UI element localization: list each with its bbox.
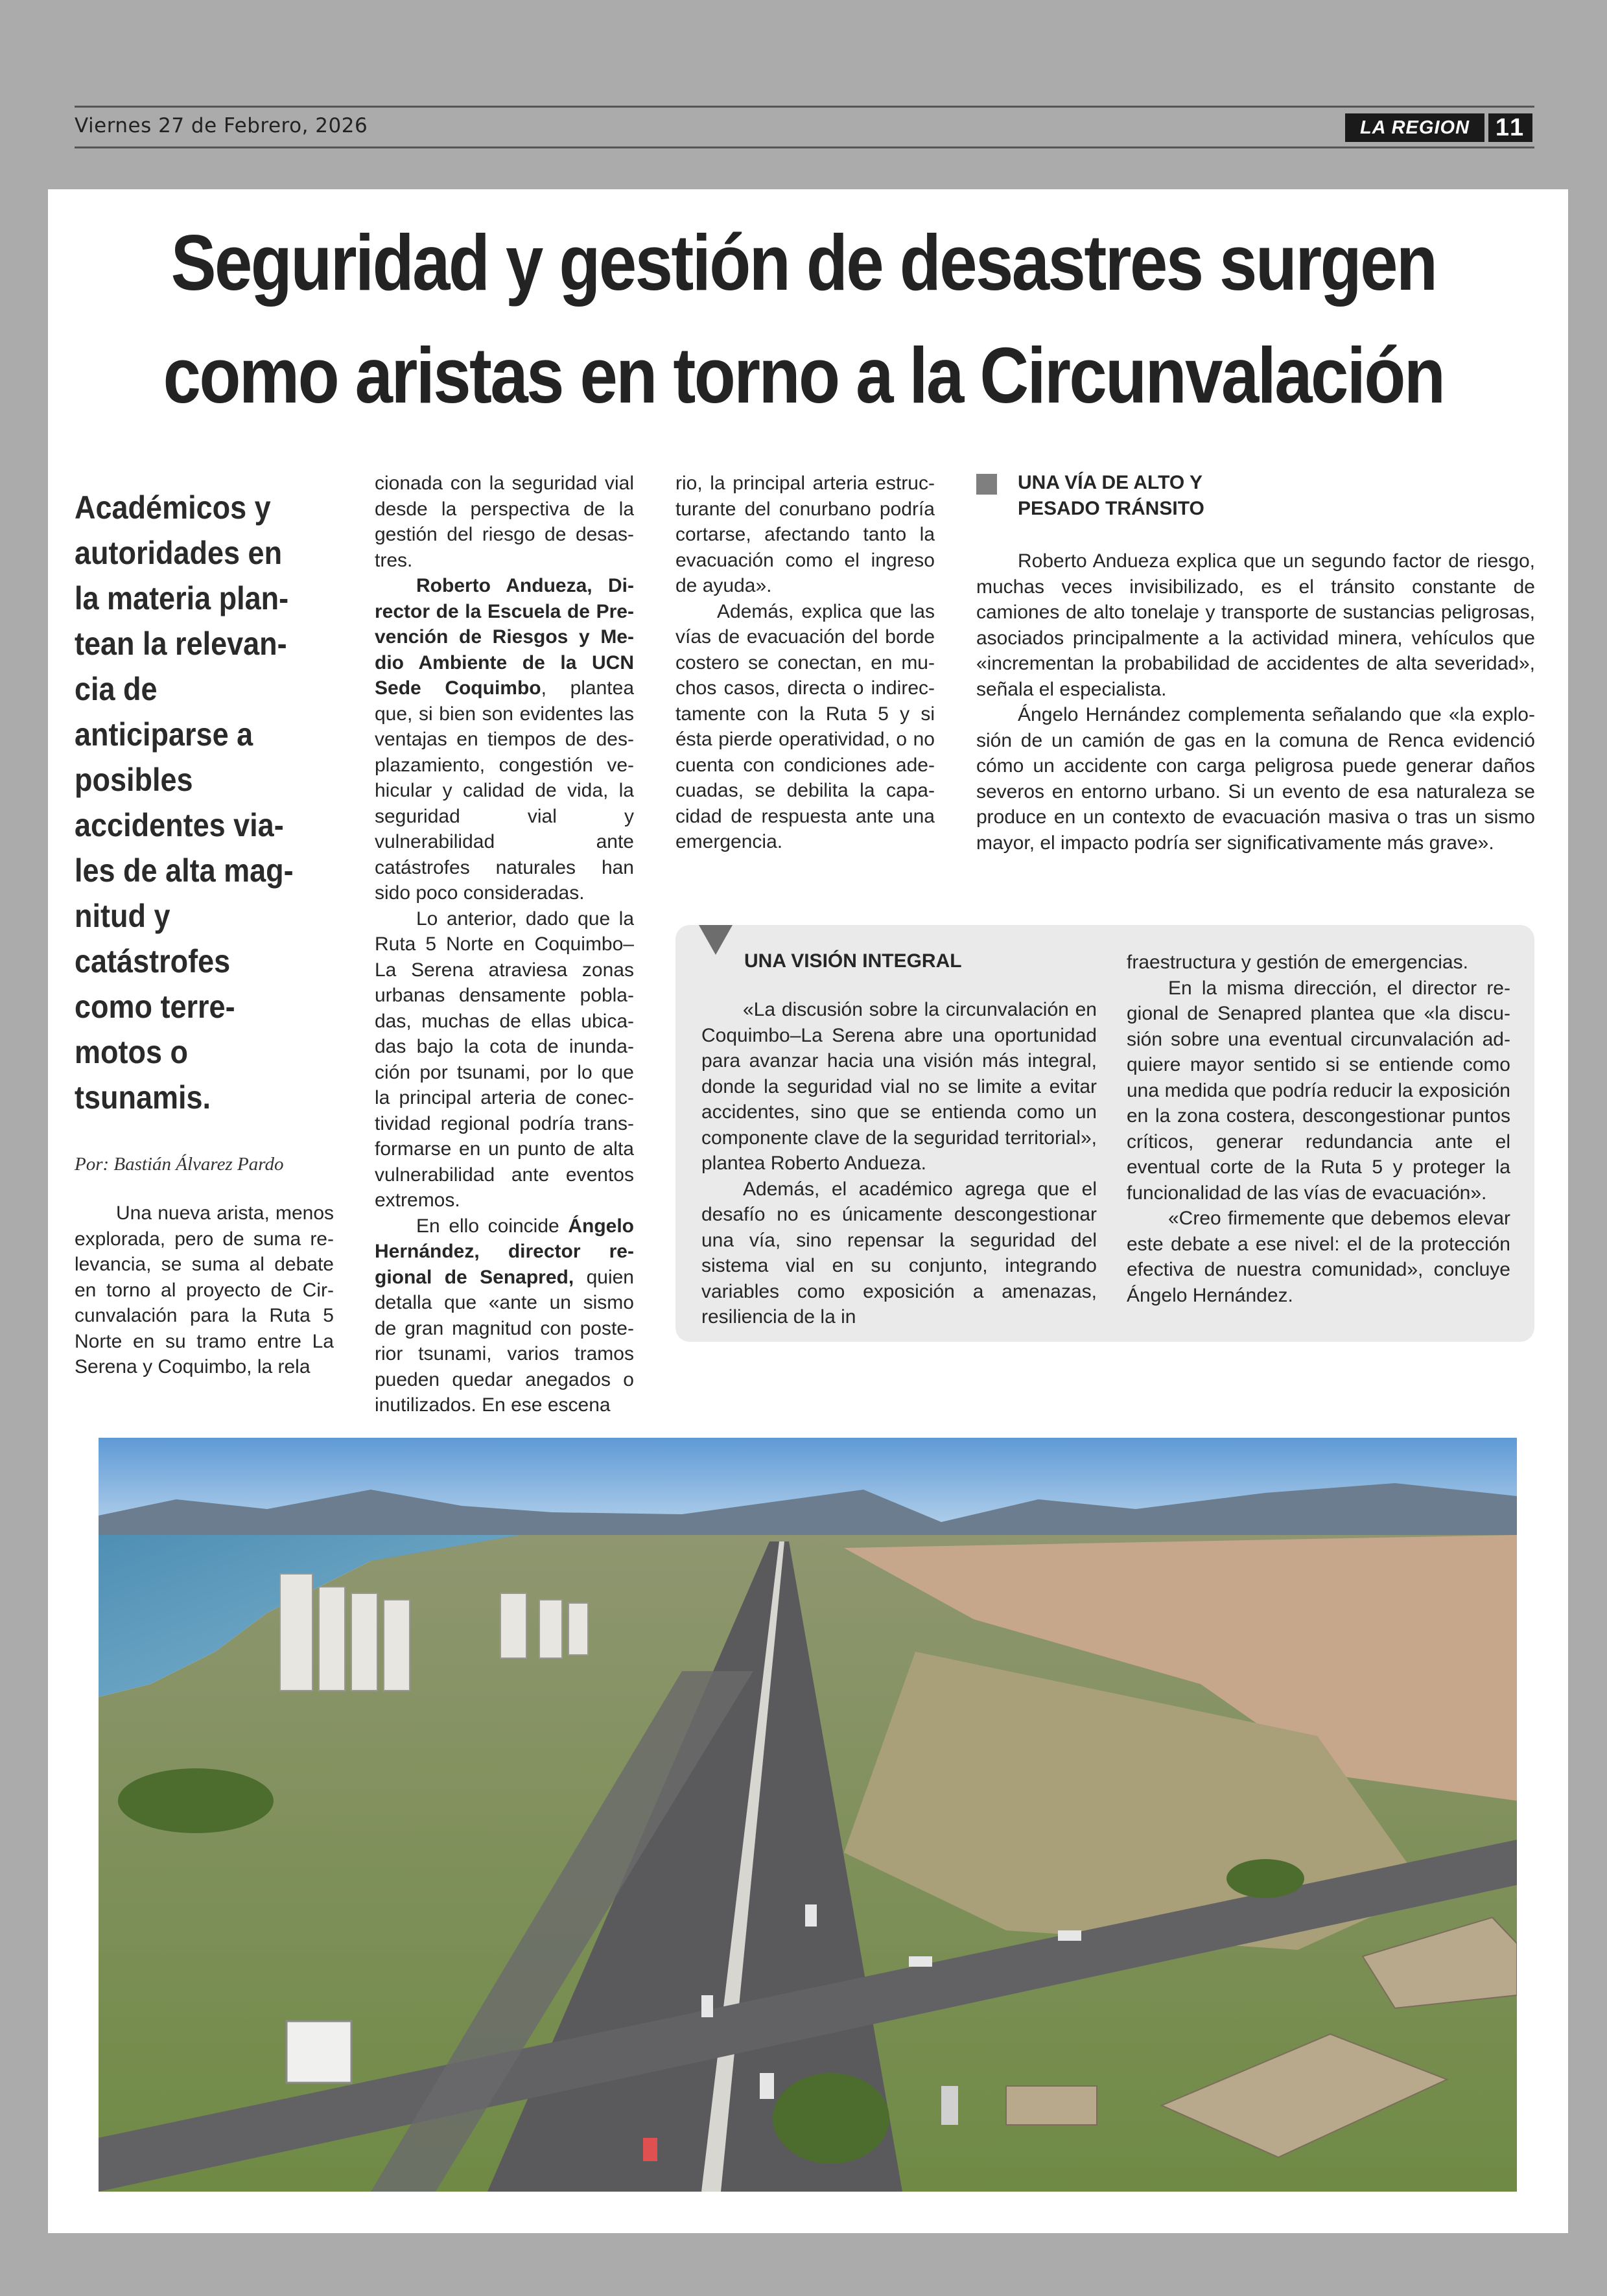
article-deck: Académicos y autoridades en la materia plantean la relevancia de anticiparse a posibles accidentes viales de alta magnitud y catástrofes como terremotos o tsunamis.: [75, 489, 294, 1116]
column-2: [375, 471, 634, 1418]
paragraph: Una nueva arista, menos explorada, pero de suma relevancia, se suma al debate en torno al proyecto de Circunvalación para la Ruta 5 Norte en su tramo entre La Serena y Coquimbo, la rela: [75, 1202, 334, 1377]
section-square-icon: [976, 474, 997, 495]
bold-source-name: Ángelo Hernández, director regional de Senapred,: [375, 1215, 634, 1288]
paragraph: Roberto Andueza explica que un segundo factor de riesgo, muchas veces invisibilizado, es el tránsito constante de camiones de alto tonelaje y transporte de sustancias peligrosas, asociados principalmente a la actividad minera, vehículos que «incrementan la probabilidad de accidentes de alta severidad», señala el especialista.: [976, 550, 1535, 700]
headline-line-2: como aristas en torno a la Circunvalación: [163, 331, 1444, 419]
bold-source-name: Roberto Andueza, Director de la Escuela de Prevención de Riesgos y Medio Ambiente de la UCN Sede Coquimbo: [375, 575, 634, 699]
paragraph: Además, explica que las vías de evacuación del borde costero se conectan, en muchos casos, directa o indirectamente con la Ruta 5 y si ésta pierde operatividad, o no cuenta con condiciones adecuadas, se debilita la capacidad de respuesta ante una emergencia.: [675, 600, 935, 852]
column-3: [675, 471, 935, 855]
paragraph: [375, 573, 634, 906]
billboard: [287, 2021, 351, 2083]
paragraph: cionada con la seguridad vial desde la perspectiva de la gestión del riesgo de desastres.: [375, 473, 634, 571]
paragraph: rio, la principal arteria estructurante del conurbano podría cortarse, afectando tanto la evacuación como el ingreso de ayuda».: [675, 473, 935, 596]
paragraph-text: quien detalla que «ante un sismo de gran magnitud con posterior tsunami, varios tramos pueden quedar anegados o inutilizados. En ese escena: [375, 1266, 634, 1416]
page-number: 11: [1488, 113, 1532, 142]
newspaper-brand: LA REGION: [1345, 113, 1484, 142]
paragraph-text: En ello coincide: [416, 1215, 569, 1237]
article-headline: [113, 206, 1495, 432]
paragraph: En la misma dirección, el director regional de Senapred plantea que «la discusión sobre una eventual circunvalación adquiere mayor sentido si se entiende como una medida que podría reducir la exposición en la zona costera, descongestionar puntos críticos, generar redundancia ante el eventual corte de la Ruta 5 y proteger la funcionalidad de las vías de evacuación».: [1127, 977, 1510, 1204]
paragraph-text: , plantea que, si bien son evidentes las ventajas en tiempos de desplazamiento, congestión vehicular y calidad de vida, la seguridad vial y vulnerabilidad ante catástrofes naturales han sido poco consideradas.: [375, 677, 634, 904]
section-title: [1018, 470, 1204, 522]
triangle-marker-icon: [699, 925, 733, 955]
section-1-body: [976, 548, 1535, 856]
box-column-1: [701, 997, 1097, 1330]
headline-line-1: Seguridad y gestión de desastres surgen: [170, 218, 1437, 307]
header-top-rule: [75, 106, 1534, 108]
paragraph: «Creo firmemente que debemos elevar este debate a ese nivel: el de la protección efectiva de nuestra comunidad», concluye Ángelo Hernández.: [1127, 1208, 1510, 1306]
byline: Por: Bastián Álvarez Pardo: [75, 1154, 284, 1175]
column-1: [75, 1201, 334, 1380]
header-bottom-rule: [75, 146, 1534, 148]
paragraph: Ángelo Hernández complementa señalando que «la explosión de un camión de gas en la comuna de Renca evidenció cómo un accidente con carga peligrosa puede generar daños severos en entorno urbano. Si un evento de esa naturaleza se produce en un contexto de evacuación masiva o tras un sismo mayor, el impacto podría ser significativamente más grave».: [976, 704, 1535, 854]
paragraph: Además, el académico agrega que el desafío no es únicamente descongestionar una vía, sino repensar la seguridad del sistema vial en su conjunto, integrando variables como exposición a amenazas, resiliencia de la in: [701, 1178, 1097, 1328]
aerial-highway-photo: [99, 1438, 1517, 2192]
issue-date: Viernes 27 de Febrero, 2026: [75, 114, 368, 137]
box-column-2: [1127, 950, 1510, 1308]
paragraph: fraestructura y gestión de emergencias.: [1127, 952, 1468, 973]
paragraph: «La discusión sobre la circunvalación en Coquimbo–La Serena abre una oportunidad para avanzar hacia una visión más integral, donde la seguridad vial no se limite a evitar accidentes, sino que se entienda como un componente clave de la seguridad territorial», plantea Roberto Andueza.: [701, 999, 1097, 1174]
paragraph: Lo anterior, dado que la Ruta 5 Norte en Coquimbo–La Serena atraviesa zonas urbanas densamente pobladas, muchas de ellas ubicadas bajo la cota de inundación por tsunami, por lo que la principal arteria de conectividad regional podría transformarse en un punto de alta vulnerabilidad ante eventos extremos.: [375, 908, 634, 1211]
paragraph: [375, 1213, 634, 1418]
section-title-line: PESADO TRÁNSITO: [1018, 498, 1204, 519]
section-title-line: UNA VÍA DE ALTO Y: [1018, 472, 1203, 493]
box-title: UNA VISIÓN INTEGRAL: [744, 950, 962, 972]
